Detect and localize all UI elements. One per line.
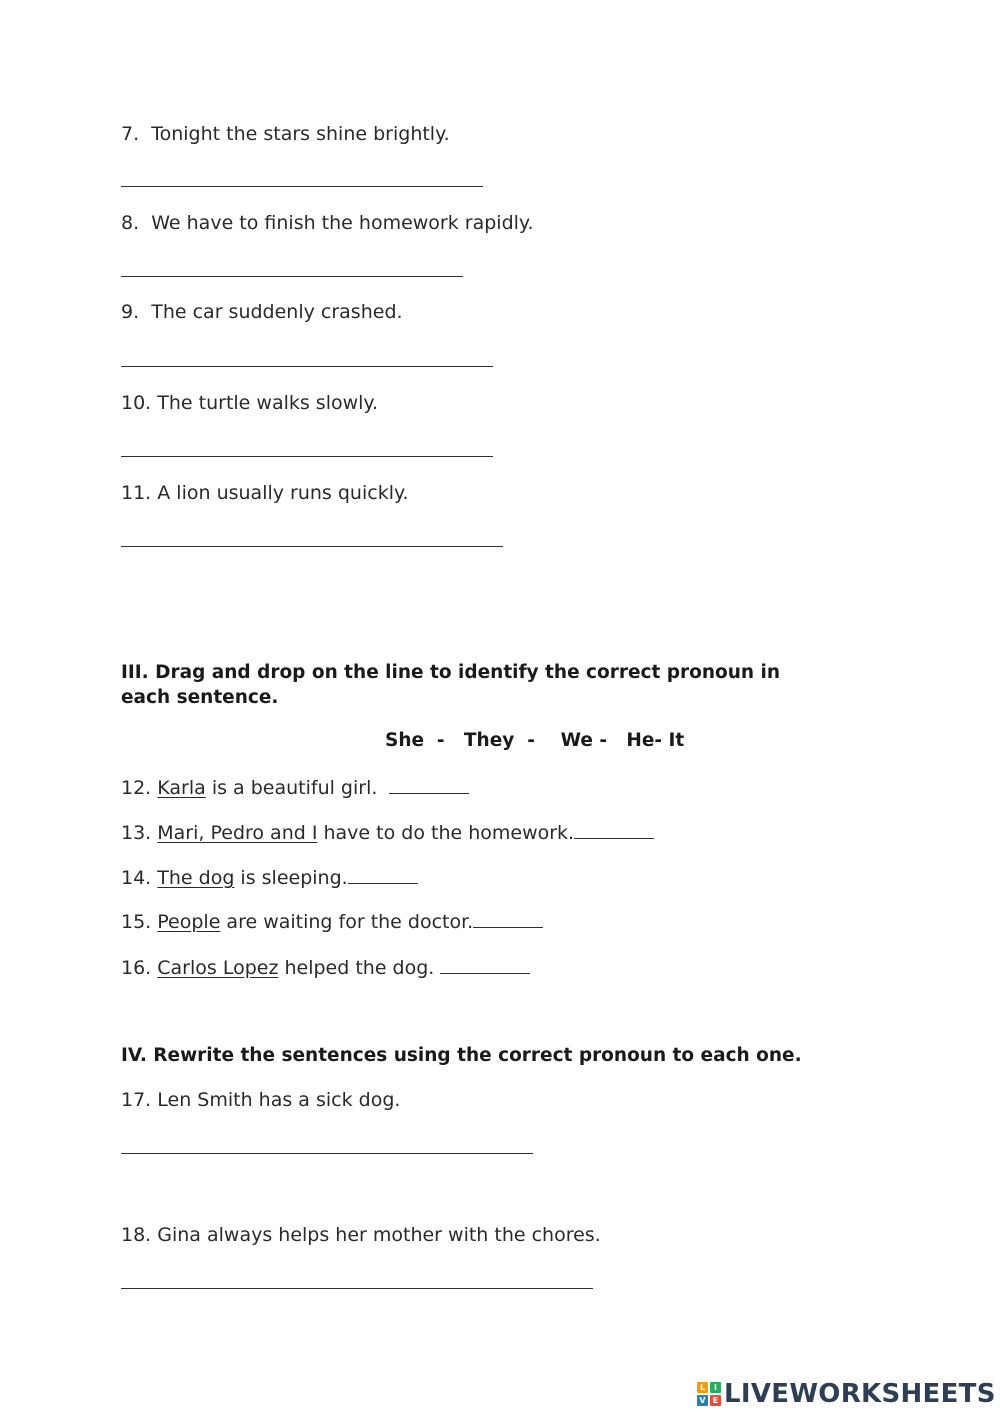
question-11: 11. A lion usually runs quickly.	[121, 482, 409, 504]
question-16: 16. Carlos Lopez helped the dog.	[121, 955, 530, 980]
question-15: 15. People are waiting for the doctor.	[121, 909, 543, 934]
underlined-subject: Mari, Pedro and I	[157, 822, 318, 844]
underlined-subject: Carlos Lopez	[157, 957, 279, 979]
drop-blank-14[interactable]	[348, 865, 418, 884]
question-9: 9. The car suddenly crashed.	[121, 301, 403, 323]
question-7: 7. Tonight the stars shine brightly.	[121, 123, 450, 145]
answer-line-17[interactable]	[121, 1153, 533, 1154]
answer-line-10[interactable]	[121, 456, 493, 457]
section-4-heading: IV. Rewrite the sentences using the correct pronoun to each one.	[121, 1045, 802, 1066]
question-8: 8. We have to finish the homework rapidly.	[121, 212, 534, 234]
question-10: 10. The turtle walks slowly.	[121, 392, 379, 414]
drop-blank-12[interactable]	[389, 775, 469, 794]
brand-name: LIVEWORKSHEETS	[724, 1379, 996, 1409]
answer-line-7[interactable]	[121, 186, 483, 187]
question-14: 14. The dog is sleeping.	[121, 865, 418, 890]
drop-blank-15[interactable]	[473, 909, 543, 928]
answer-line-18[interactable]	[121, 1288, 593, 1289]
answer-line-8[interactable]	[121, 276, 463, 277]
answer-line-11[interactable]	[121, 546, 503, 547]
underlined-subject: Karla	[157, 777, 206, 799]
question-13: 13. Mari, Pedro and I have to do the homework.	[121, 820, 654, 845]
question-12: 12. Karla is a beautiful girl.	[121, 775, 469, 800]
pronoun-word-bank: She - They - We - He- It	[385, 730, 685, 751]
underlined-subject: People	[157, 911, 221, 933]
question-18: 18. Gina always helps her mother with the chores.	[121, 1224, 601, 1246]
liveworksheets-logo-icon: L I V E	[697, 1382, 721, 1406]
answer-line-9[interactable]	[121, 366, 493, 367]
question-17: 17. Len Smith has a sick dog.	[121, 1089, 401, 1111]
drop-blank-16[interactable]	[440, 955, 530, 974]
liveworksheets-brand	[697, 1378, 996, 1410]
underlined-subject: The dog	[157, 867, 235, 889]
drop-blank-13[interactable]	[574, 820, 654, 839]
section-3-heading: III. Drag and drop on the line to identify the correct pronoun in each sentence.	[121, 662, 781, 708]
